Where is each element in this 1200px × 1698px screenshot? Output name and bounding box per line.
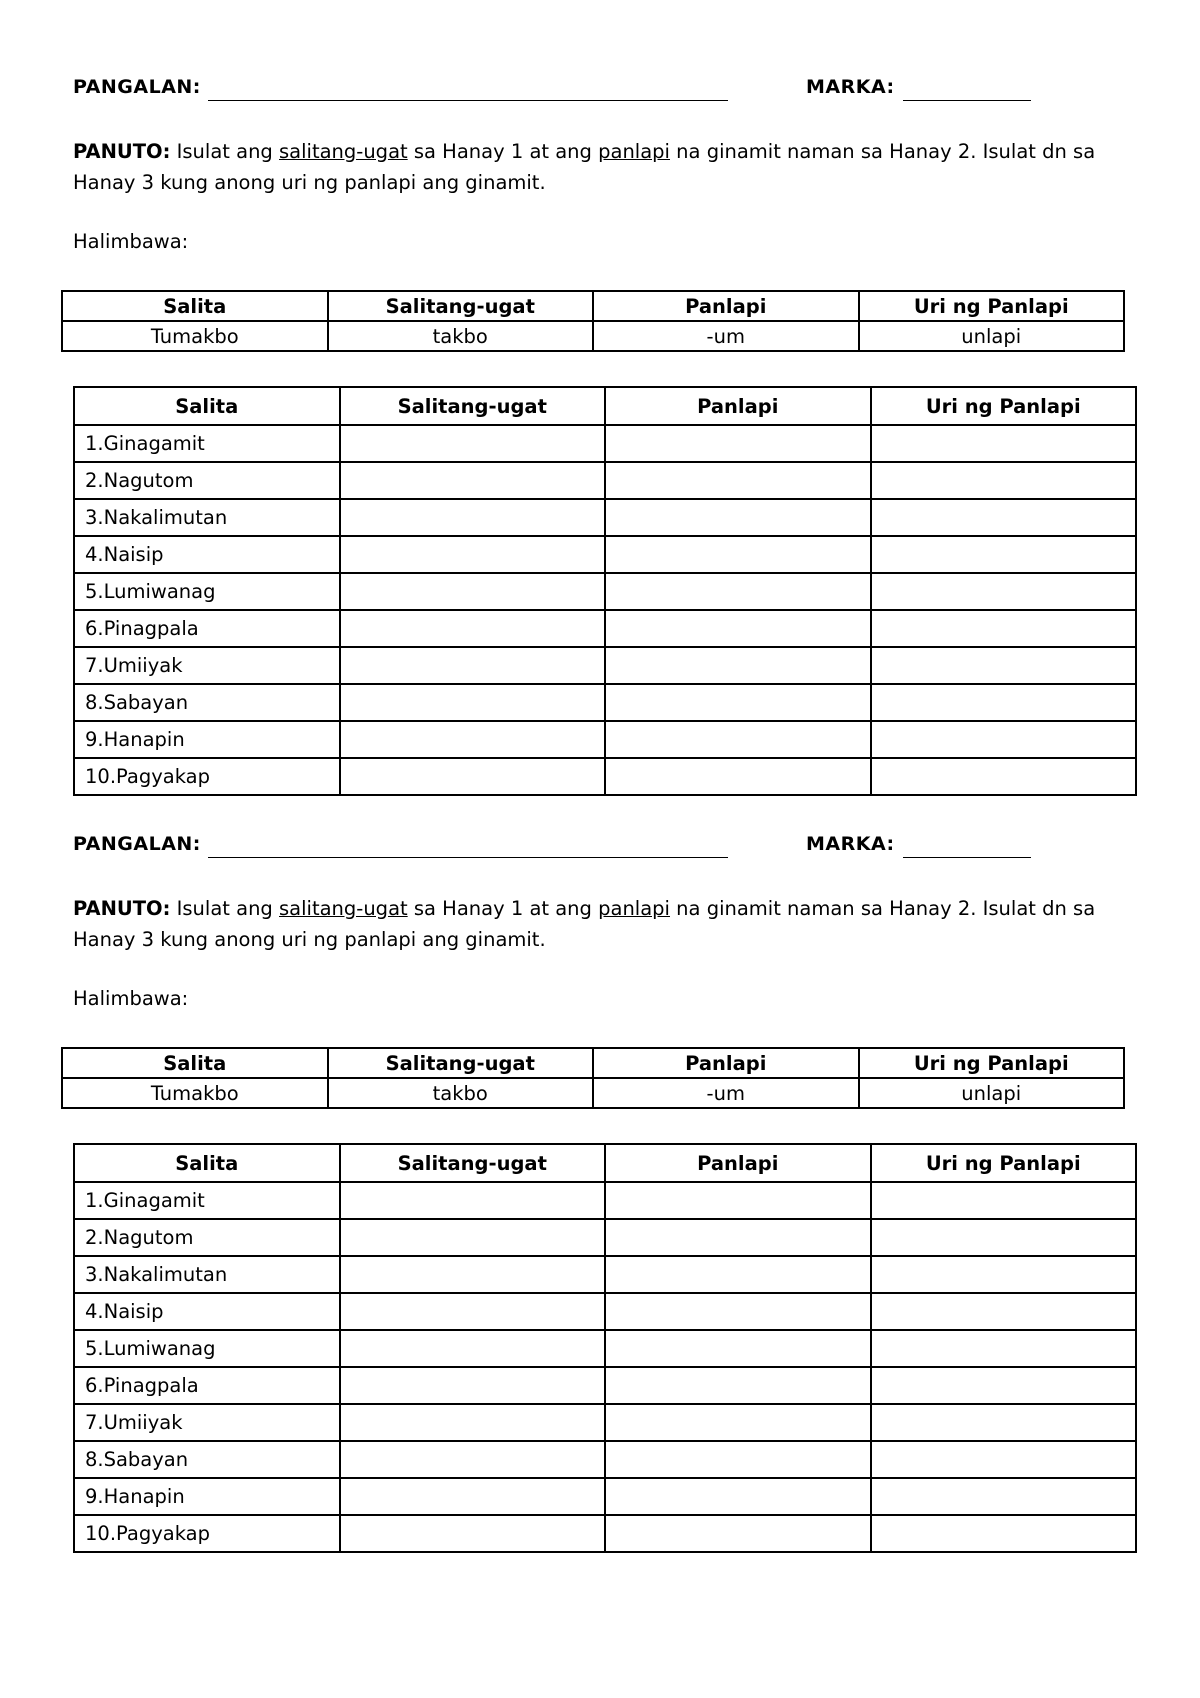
name-blank-line bbox=[208, 857, 728, 858]
table-row bbox=[74, 536, 1136, 573]
example-header-row bbox=[62, 1048, 1124, 1078]
instruction-term-salitang-ugat: salitang-ugat bbox=[279, 897, 408, 920]
table-row bbox=[74, 1515, 1136, 1552]
answer-cell[interactable] bbox=[871, 1515, 1137, 1552]
answer-cell[interactable] bbox=[605, 721, 871, 758]
answer-header-row bbox=[74, 387, 1136, 425]
column-header: Salita bbox=[74, 387, 340, 425]
answer-cell[interactable] bbox=[340, 1219, 606, 1256]
header-row bbox=[73, 76, 1133, 106]
answer-cell[interactable] bbox=[871, 684, 1137, 721]
instructions bbox=[73, 893, 1138, 955]
answer-cell[interactable] bbox=[605, 647, 871, 684]
table-row bbox=[74, 1293, 1136, 1330]
answer-cell[interactable] bbox=[340, 1515, 606, 1552]
answer-cell[interactable] bbox=[871, 610, 1137, 647]
answer-table bbox=[73, 1143, 1137, 1553]
answer-cell[interactable] bbox=[605, 425, 871, 462]
worksheet-2 bbox=[0, 757, 1200, 1545]
example-cell: unlapi bbox=[859, 1078, 1125, 1108]
answer-header-row bbox=[74, 1144, 1136, 1182]
table-row bbox=[74, 1367, 1136, 1404]
word-cell: 5.Lumiwanag bbox=[74, 1330, 340, 1367]
instruction-term-panlapi: panlapi bbox=[598, 140, 670, 163]
answer-cell[interactable] bbox=[605, 1367, 871, 1404]
example-cell: takbo bbox=[328, 1078, 594, 1108]
table-row bbox=[74, 1441, 1136, 1478]
table-row bbox=[74, 684, 1136, 721]
example-row bbox=[62, 1078, 1124, 1108]
word-cell: 4.Naisip bbox=[74, 536, 340, 573]
name-blank-line bbox=[208, 100, 728, 101]
column-header: Panlapi bbox=[593, 1048, 859, 1078]
worksheet-1 bbox=[0, 0, 1200, 788]
answer-cell[interactable] bbox=[340, 1441, 606, 1478]
instruction-text: sa Hanay 1 at ang bbox=[407, 897, 599, 920]
answer-cell[interactable] bbox=[871, 573, 1137, 610]
word-cell: 5.Lumiwanag bbox=[74, 573, 340, 610]
instruction-text: Isulat ang bbox=[170, 140, 280, 163]
table-row bbox=[74, 1256, 1136, 1293]
answer-cell[interactable] bbox=[871, 425, 1137, 462]
word-cell: 8.Sabayan bbox=[74, 684, 340, 721]
word-cell: 2.Nagutom bbox=[74, 462, 340, 499]
column-header: Salitang-ugat bbox=[340, 387, 606, 425]
instructions bbox=[73, 136, 1138, 198]
column-header: Uri ng Panlapi bbox=[859, 291, 1125, 321]
example-header-row bbox=[62, 291, 1124, 321]
answer-cell[interactable] bbox=[340, 610, 606, 647]
answer-cell[interactable] bbox=[605, 536, 871, 573]
answer-cell[interactable] bbox=[340, 1330, 606, 1367]
answer-cell[interactable] bbox=[605, 1441, 871, 1478]
answer-cell[interactable] bbox=[871, 1293, 1137, 1330]
answer-cell[interactable] bbox=[340, 462, 606, 499]
answer-cell[interactable] bbox=[605, 1256, 871, 1293]
instruction-lead: PANUTO: bbox=[73, 897, 171, 920]
instruction-term-salitang-ugat: salitang-ugat bbox=[279, 140, 408, 163]
column-header: Panlapi bbox=[605, 1144, 871, 1182]
word-cell: 3.Nakalimutan bbox=[74, 499, 340, 536]
table-row bbox=[74, 1478, 1136, 1515]
instruction-text: sa Hanay 1 at ang bbox=[407, 140, 599, 163]
table-row bbox=[74, 1219, 1136, 1256]
column-header: Salita bbox=[62, 291, 328, 321]
answer-cell[interactable] bbox=[871, 721, 1137, 758]
score-label: MARKA: bbox=[806, 76, 895, 98]
answer-cell[interactable] bbox=[871, 1367, 1137, 1404]
column-header: Panlapi bbox=[605, 387, 871, 425]
answer-cell[interactable] bbox=[605, 573, 871, 610]
answer-cell[interactable] bbox=[340, 1182, 606, 1219]
column-header: Uri ng Panlapi bbox=[871, 1144, 1137, 1182]
example-row bbox=[62, 321, 1124, 351]
instruction-lead: PANUTO: bbox=[73, 140, 171, 163]
word-cell: 6.Pinagpala bbox=[74, 610, 340, 647]
answer-cell[interactable] bbox=[871, 1219, 1137, 1256]
answer-cell[interactable] bbox=[340, 647, 606, 684]
answer-cell[interactable] bbox=[871, 536, 1137, 573]
instruction-term-panlapi: panlapi bbox=[598, 897, 670, 920]
answer-table bbox=[73, 386, 1137, 796]
answer-cell[interactable] bbox=[871, 499, 1137, 536]
word-cell: 1.Ginagamit bbox=[74, 425, 340, 462]
word-cell: 8.Sabayan bbox=[74, 1441, 340, 1478]
answer-cell[interactable] bbox=[340, 1256, 606, 1293]
column-header: Salita bbox=[74, 1144, 340, 1182]
answer-cell[interactable] bbox=[871, 1441, 1137, 1478]
table-row bbox=[74, 610, 1136, 647]
score-blank-line bbox=[903, 100, 1031, 101]
header-row bbox=[73, 833, 1133, 863]
answer-cell[interactable] bbox=[340, 1367, 606, 1404]
answer-cell[interactable] bbox=[605, 1219, 871, 1256]
answer-cell[interactable] bbox=[605, 1182, 871, 1219]
column-header: Salitang-ugat bbox=[328, 291, 594, 321]
answer-cell[interactable] bbox=[340, 684, 606, 721]
answer-cell[interactable] bbox=[340, 536, 606, 573]
word-cell: 4.Naisip bbox=[74, 1293, 340, 1330]
instruction-text: Isulat ang bbox=[170, 897, 280, 920]
table-row bbox=[74, 1330, 1136, 1367]
answer-cell[interactable] bbox=[605, 499, 871, 536]
answer-cell[interactable] bbox=[871, 1330, 1137, 1367]
word-cell: 7.Umiiyak bbox=[74, 647, 340, 684]
answer-cell[interactable] bbox=[605, 1404, 871, 1441]
answer-cell[interactable] bbox=[340, 721, 606, 758]
score-label: MARKA: bbox=[806, 833, 895, 855]
example-label: Halimbawa: bbox=[73, 987, 189, 1010]
answer-cell[interactable] bbox=[605, 1293, 871, 1330]
example-table bbox=[61, 290, 1125, 352]
example-label: Halimbawa: bbox=[73, 230, 189, 253]
table-row bbox=[74, 1182, 1136, 1219]
instruction-text: na ginamit naman sa Hanay 2. Isulat dn sa Hanay 3 kung anong uri ng panlapi ang ginamit. bbox=[73, 897, 1096, 951]
word-cell: 10.Pagyakap bbox=[74, 1515, 340, 1552]
column-header: Panlapi bbox=[593, 291, 859, 321]
table-row bbox=[74, 647, 1136, 684]
example-cell: -um bbox=[593, 1078, 859, 1108]
answer-cell[interactable] bbox=[871, 1182, 1137, 1219]
answer-cell[interactable] bbox=[871, 1256, 1137, 1293]
column-header: Uri ng Panlapi bbox=[871, 387, 1137, 425]
column-header: Salitang-ugat bbox=[328, 1048, 594, 1078]
column-header: Uri ng Panlapi bbox=[859, 1048, 1125, 1078]
answer-cell[interactable] bbox=[871, 1404, 1137, 1441]
answer-cell[interactable] bbox=[605, 462, 871, 499]
example-cell: Tumakbo bbox=[62, 1078, 328, 1108]
word-cell: 2.Nagutom bbox=[74, 1219, 340, 1256]
answer-cell[interactable] bbox=[871, 647, 1137, 684]
answer-cell[interactable] bbox=[605, 1478, 871, 1515]
table-row bbox=[74, 425, 1136, 462]
name-label: PANGALAN: bbox=[73, 833, 201, 855]
answer-cell[interactable] bbox=[340, 1478, 606, 1515]
column-header: Salitang-ugat bbox=[340, 1144, 606, 1182]
word-cell: 1.Ginagamit bbox=[74, 1182, 340, 1219]
word-cell: 6.Pinagpala bbox=[74, 1367, 340, 1404]
table-row bbox=[74, 573, 1136, 610]
answer-cell[interactable] bbox=[340, 573, 606, 610]
answer-cell[interactable] bbox=[605, 610, 871, 647]
answer-cell[interactable] bbox=[871, 1478, 1137, 1515]
column-header: Salita bbox=[62, 1048, 328, 1078]
answer-cell[interactable] bbox=[871, 462, 1137, 499]
word-cell: 7.Umiiyak bbox=[74, 1404, 340, 1441]
answer-cell[interactable] bbox=[340, 1293, 606, 1330]
answer-cell[interactable] bbox=[340, 425, 606, 462]
instruction-text: na ginamit naman sa Hanay 2. Isulat dn sa Hanay 3 kung anong uri ng panlapi ang ginamit. bbox=[73, 140, 1096, 194]
table-row bbox=[74, 462, 1136, 499]
answer-cell[interactable] bbox=[605, 1330, 871, 1367]
answer-cell[interactable] bbox=[605, 684, 871, 721]
example-cell: -um bbox=[593, 321, 859, 351]
name-label: PANGALAN: bbox=[73, 76, 201, 98]
table-row bbox=[74, 1404, 1136, 1441]
table-row bbox=[74, 721, 1136, 758]
word-cell: 9.Hanapin bbox=[74, 1478, 340, 1515]
score-blank-line bbox=[903, 857, 1031, 858]
word-cell: 3.Nakalimutan bbox=[74, 1256, 340, 1293]
table-row bbox=[74, 499, 1136, 536]
answer-cell[interactable] bbox=[340, 1404, 606, 1441]
example-table bbox=[61, 1047, 1125, 1109]
example-cell: takbo bbox=[328, 321, 594, 351]
answer-cell[interactable] bbox=[605, 1515, 871, 1552]
word-cell: 9.Hanapin bbox=[74, 721, 340, 758]
answer-cell[interactable] bbox=[340, 499, 606, 536]
example-cell: unlapi bbox=[859, 321, 1125, 351]
word-cell: 10.Pagyakap bbox=[74, 758, 340, 795]
example-cell: Tumakbo bbox=[62, 321, 328, 351]
